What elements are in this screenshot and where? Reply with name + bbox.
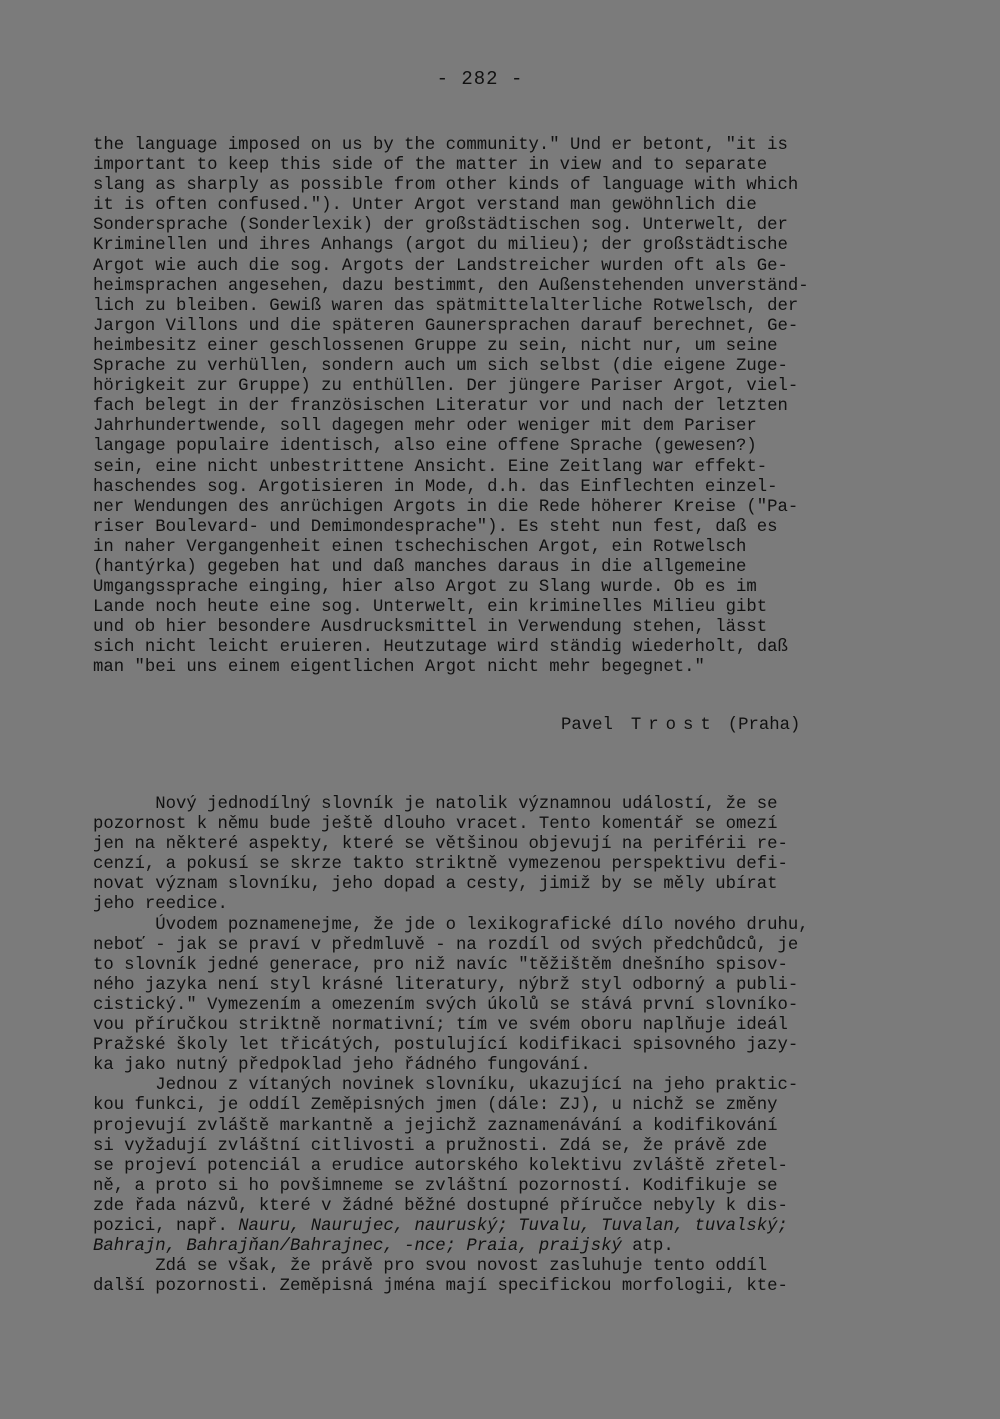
text-line: ka jako nutný předpoklad jeho řádného fungování. xyxy=(93,1056,591,1076)
text-line: Sondersprache (Sonderlexik) der großstädtischen sog. Unterwelt, der xyxy=(93,216,788,236)
text-line: to slovník jedné generace, pro niž navíc "těžištěm dnešního spisov- xyxy=(93,955,788,975)
author-first-name: Pavel xyxy=(561,716,613,735)
text-line: ného jazyka není styl krásné literatury, nýbrž styl odborný a publi- xyxy=(93,975,799,995)
text-line: sein, eine nicht unbestrittene Ansicht. Eine Zeitlang war effekt- xyxy=(93,457,768,477)
text-line: vou příručkou striktně normativní; tím ve svém oboru naplňuje ideál xyxy=(93,1016,788,1036)
text-line: jeho reedice. xyxy=(93,895,228,915)
text-line: Jargon Villons und die späteren Gaunersprachen darauf berechnet, Ge- xyxy=(93,316,799,336)
text-line: cistický." Vymezením a omezením svých úkolů se stává první slovníko- xyxy=(93,995,799,1015)
text-line: Kriminellen und ihres Anhangs (argot du milieu); der großstädtische xyxy=(93,236,788,256)
text-line: fach belegt in der französischen Literatur vor und nach der letzten xyxy=(93,397,788,417)
author-surname: Trost xyxy=(630,716,718,735)
text-line: hörigkeit zur Gruppe) zu enthüllen. Der jüngere Pariser Argot, viel- xyxy=(93,377,799,397)
author-place: (Praha) xyxy=(727,716,801,735)
text-line: langage populaire identisch, also eine offene Sprache (gewesen?) xyxy=(93,437,757,457)
czech-article xyxy=(93,795,923,1297)
text-line: sich nicht leicht eruieren. Heutzutage wird ständig wiederholt, daß xyxy=(93,638,788,658)
text-line: Zdá se však, že právě pro svou novost zasluhuje tento oddíl xyxy=(93,1257,768,1277)
text-line: pozornost k němu bude ještě dlouho vracet. Tento komentář se omezí xyxy=(93,815,778,835)
text-line: Jednou z vítaných novinek slovníku, ukazující na jeho praktic- xyxy=(93,1076,799,1096)
text-fragment: atp. xyxy=(621,1237,674,1257)
text-line: kou funkci, je oddíl Zeměpisných jmen (dále: ZJ), u nichž se změny xyxy=(93,1096,778,1116)
text-fragment: pozici, např. xyxy=(93,1216,239,1236)
text-line: ner Wendungen des anrüchigen Argots in die Rede höherer Kreise ("Pa- xyxy=(93,497,799,517)
text-line: zde řada názvů, které v žádné běžné dostupné příručce nebyly k dis- xyxy=(93,1196,788,1216)
text-line: in naher Vergangenheit einen tschechischen Argot, ein Rotwelsch xyxy=(93,537,747,557)
text-line: und ob hier besondere Ausdrucksmittel in Verwendung stehen, lässt xyxy=(93,618,768,638)
text-line: neboť - jak se praví v předmluvě - na rozdíl od svých předchůdců, je xyxy=(93,935,799,955)
text-line: lich zu bleiben. Gewiß waren das spätmittelalterliche Rotwelsch, der xyxy=(93,296,799,316)
text-line: (hantýrka) gegeben hat und daß manches daraus in die allgemeine xyxy=(93,557,747,577)
text-line: important to keep this side of the matter in view and to separate xyxy=(93,156,768,176)
text-line: it is often confused."). Unter Argot verstand man gewöhnlich die xyxy=(93,196,757,216)
text-line: Nový jednodílný slovník je natolik významnou událostí, že se xyxy=(93,795,778,814)
text-line: heimbesitz einer geschlossenen Gruppe zu sein, nicht nur, um seine xyxy=(93,336,778,356)
text-line xyxy=(93,1217,923,1237)
italic-place-names: Nauru, Naurujec, nauruský; Tuvalu, Tuvalan, tuvalský; xyxy=(238,1216,788,1236)
text-line: man "bei uns einem eigentlichen Argot nicht mehr begegnet." xyxy=(93,658,705,678)
italic-place-names: Bahrajn, Bahrajňan/Bahrajnec, -nce; Praia, praijský xyxy=(93,1237,622,1257)
author-signature xyxy=(561,716,800,735)
text-line: Pražské školy let třicátých, postulující kodifikaci spisovného jazy- xyxy=(93,1036,799,1056)
text-line xyxy=(93,1237,923,1257)
text-line: projevují zvláště markantně a jejichž zaznamenávání a kodifikování xyxy=(93,1116,778,1136)
german-paragraph xyxy=(93,136,923,679)
text-line: jen na některé aspekty, které se většinou objevují na periférii re- xyxy=(93,835,788,855)
text-line: Úvodem poznamenejme, že jde o lexikografické dílo nového druhu, xyxy=(93,915,809,935)
text-line: slang as sharply as possible from other kinds of language with which xyxy=(93,176,799,196)
text-line: cenzí, a pokusí se skrze takto striktně vymezenou perspektivu defi- xyxy=(93,855,788,875)
text-line: se projeví potenciál a erudice autorského kolektivu zvláště zřetel- xyxy=(93,1156,788,1176)
text-line: ně, a proto si ho povšimneme se zvláštní pozorností. Kodifikuje se xyxy=(93,1176,778,1196)
text-line: další pozornosti. Zeměpisná jména mají specifickou morfologii, kte- xyxy=(93,1277,788,1297)
text-line: novat význam slovníku, jeho dopad a cesty, jimiž by se měly ubírat xyxy=(93,875,778,895)
text-line: si vyžadují zvláštní citlivosti a pružnosti. Zdá se, že právě zde xyxy=(93,1136,768,1156)
page-number: - 282 - xyxy=(436,68,524,90)
text-line: Umgangssprache einging, hier also Argot zu Slang wurde. Ob es im xyxy=(93,578,757,598)
text-line: heimsprachen angesehen, dazu bestimmt, den Außenstehenden unverständ- xyxy=(93,276,809,296)
text-line: Argot wie auch die sog. Argots der Landstreicher wurden oft als Ge- xyxy=(93,256,788,276)
text-line: haschendes sog. Argotisieren in Mode, d.h. das Einflechten einzel- xyxy=(93,477,778,497)
text-line: Sprache zu verhüllen, sondern auch um sich selbst (die eigene Zuge- xyxy=(93,357,788,377)
text-line: Jahrhundertwende, soll dagegen mehr oder weniger mit dem Pariser xyxy=(93,417,757,437)
text-line: riser Boulevard- und Demimondesprache"). Es steht nun fest, daß es xyxy=(93,517,778,537)
text-line: Lande noch heute eine sog. Unterwelt, ein kriminelles Milieu gibt xyxy=(93,598,768,618)
text-line: the language imposed on us by the community." Und er betont, "it is xyxy=(93,136,788,155)
